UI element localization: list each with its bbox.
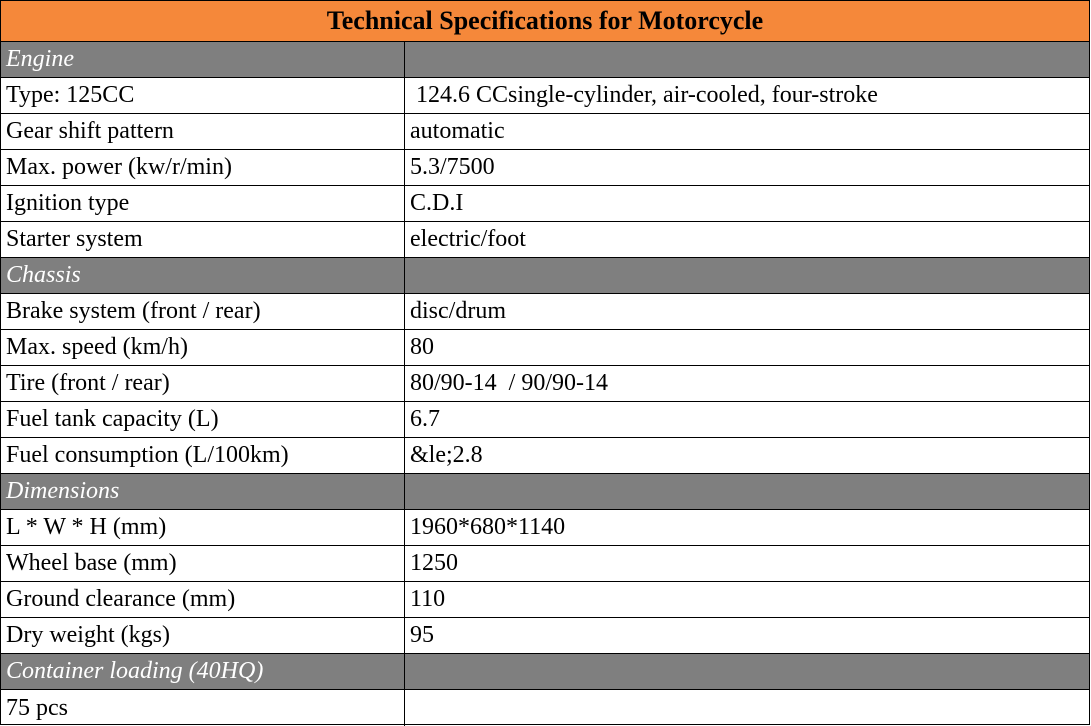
section-header-row [1,42,1089,78]
spec-label: Tire (front / rear) [1,366,405,401]
spec-value: C.D.I [410,190,464,216]
table-row [1,510,1089,546]
table-row [1,690,1089,726]
spec-label: L * W * H (mm) [1,510,405,545]
spec-value: 1250 [410,550,458,576]
spec-value: 1960*680*1140 [410,514,566,540]
section-header-row [1,258,1089,294]
spec-value [405,258,1089,293]
table-row [1,546,1089,582]
table-row [1,222,1089,258]
spec-value: 124.6 CCsingle-cylinder, air-cooled, four-stroke [410,82,878,108]
spec-label: Brake system (front / rear) [1,294,405,329]
spec-value [405,654,1089,689]
section-label: Container loading (40HQ) [1,654,405,689]
spec-label: Starter system [1,222,405,257]
spec-label: 75 pcs [1,690,405,726]
spec-value: 6.7 [410,406,440,432]
spec-value [405,690,1089,726]
spec-value: automatic [410,118,505,144]
spec-label: Ground clearance (mm) [1,582,405,617]
table-row [1,366,1089,402]
spec-value: 80 [410,334,434,360]
section-label: Dimensions [1,474,405,509]
section-header-row [1,474,1089,510]
spec-value [405,42,1089,77]
table-row [1,618,1089,654]
table-row [1,402,1089,438]
spec-value: 95 [410,622,434,648]
table-row [1,78,1089,114]
spec-rows [1,42,1089,726]
spec-value: electric/foot [410,226,526,252]
spec-value: 110 [410,586,446,612]
table-row [1,294,1089,330]
spec-value: disc/drum [410,298,506,324]
spec-label: Wheel base (mm) [1,546,405,581]
spec-label: Dry weight (kgs) [1,618,405,653]
spec-value: 80/90-14 / 90/90-14 [410,370,608,396]
table-title: Technical Specifications for Motorcycle [1,1,1089,42]
table-row [1,114,1089,150]
spec-label: Gear shift pattern [1,114,405,149]
spec-label: Fuel consumption (L/100km) [1,438,405,473]
spec-label: Ignition type [1,186,405,221]
table-row [1,150,1089,186]
section-label: Engine [1,42,405,77]
spec-label: Max. power (kw/r/min) [1,150,405,185]
table-row [1,582,1089,618]
section-header-row [1,654,1089,690]
spec-label: Type: 125CC [1,78,405,113]
spec-label: Max. speed (km/h) [1,330,405,365]
spec-value: 5.3/7500 [410,154,495,180]
section-label: Chassis [1,258,405,293]
table-row [1,330,1089,366]
spec-value [405,474,1089,509]
table-row [1,186,1089,222]
spec-value: &le;2.8 [410,442,483,468]
spec-label: Fuel tank capacity (L) [1,402,405,437]
table-row [1,438,1089,474]
